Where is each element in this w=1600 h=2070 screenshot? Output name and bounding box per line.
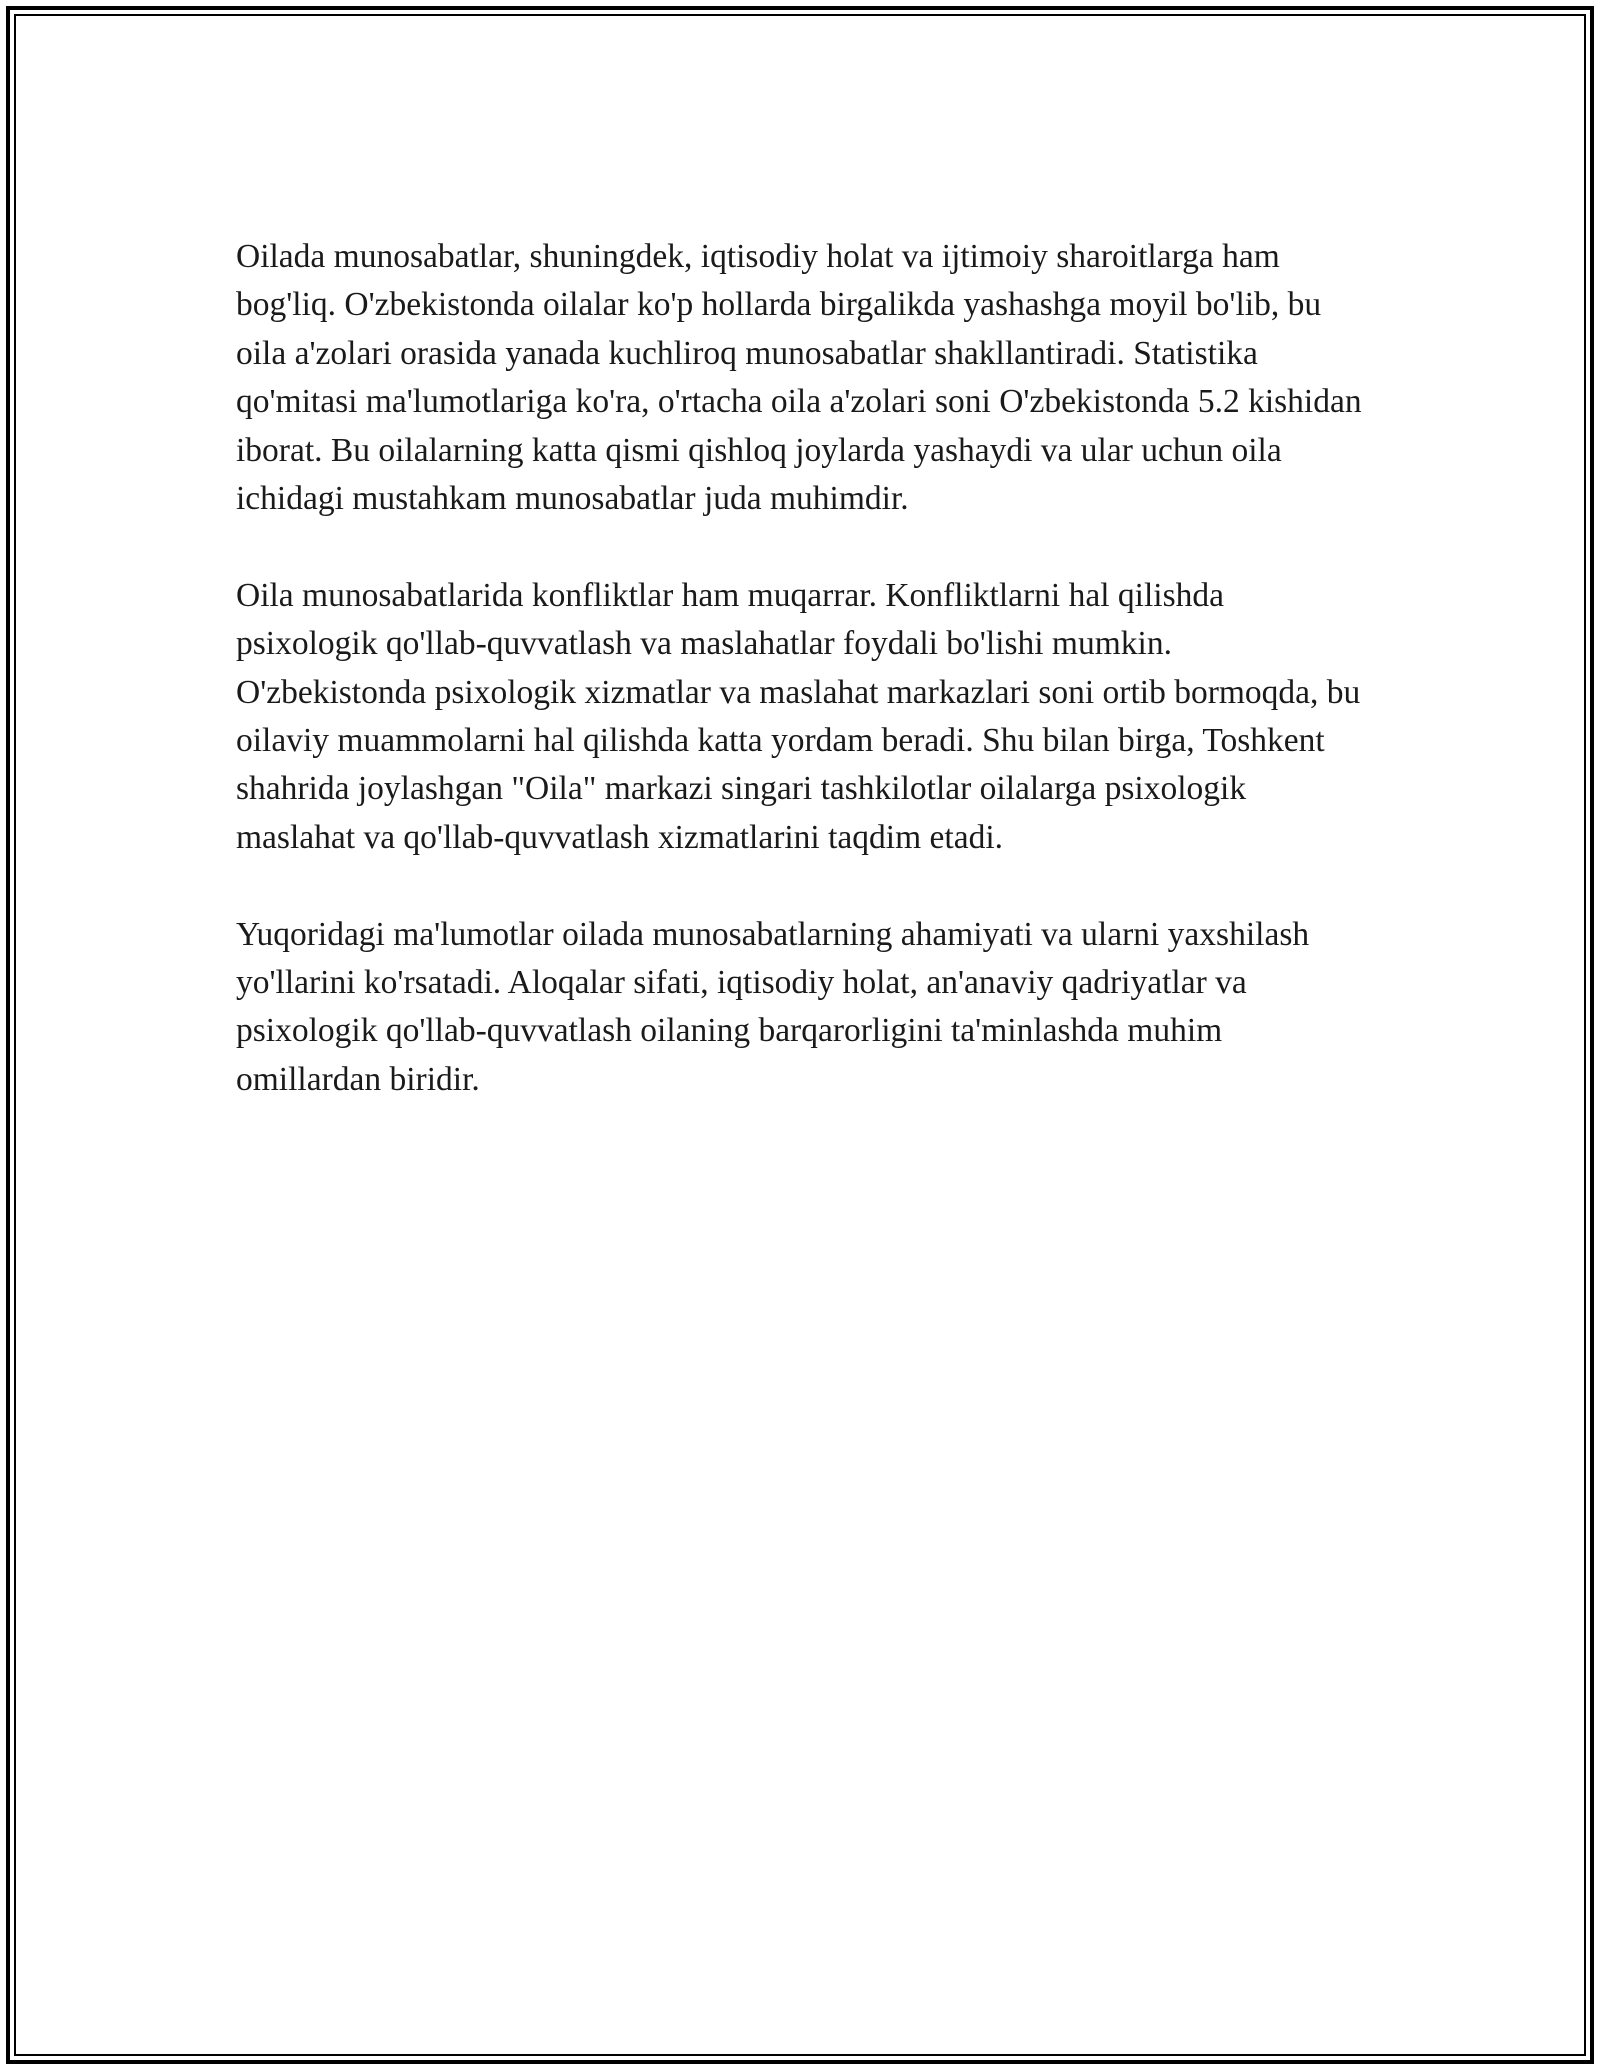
paragraph-conclusion: Yuqoridagi ma'lumotlar oilada munosabatlarning ahamiyati va ularni yaxshilash yo'llarini ko'rsatadi. Aloqalar sifati, iqtisodiy holat, an'anaviy qadriyatlar va psixologik qo'llab-quvvatlash oilaning barqarorligini ta'minlashda muhim omillardan biridir. bbox=[236, 915, 1310, 1098]
paragraph-conflicts: Oila munosabatlarida konfliktlar ham muqarrar. Konfliktlarni hal qilishda psixologik qo'llab-quvvatlash va maslahatlar foydali bo'lishi mumkin. O'zbekistonda psixologik xizmatlar va maslahat markazlari soni ortib bormoqda, bu oilaviy muammolarni hal qilishda katta yordam beradi. Shu bilan birga, Toshkent shahrida joylashgan "Oila" markazi singari tashkilotlar oilalarga psixologik maslahat va qo'llab-quvvatlash xizmatlarini taqdim etadi. bbox=[236, 576, 1361, 856]
document-body bbox=[236, 233, 1366, 1104]
paragraph-family-relations: Oilada munosabatlar, shuningdek, iqtisodiy holat va ijtimoiy sharoitlarga ham bog'liq. O'zbekistonda oilalar ko'p hollarda birgalikda yashashga moyil bo'lib, bu oila a'zolari orasida yanada kuchliroq munosabatlar shakllantiradi. Statistika qo'mitasi ma'lumotlariga ko'ra, o'rtacha oila a'zolari soni O'zbekistonda 5.2 kishidan iborat. Bu oilalarning katta qismi qishloq joylarda yashaydi va ular uchun oila ichidagi mustahkam munosabatlar juda muhimdir. bbox=[236, 238, 1362, 518]
